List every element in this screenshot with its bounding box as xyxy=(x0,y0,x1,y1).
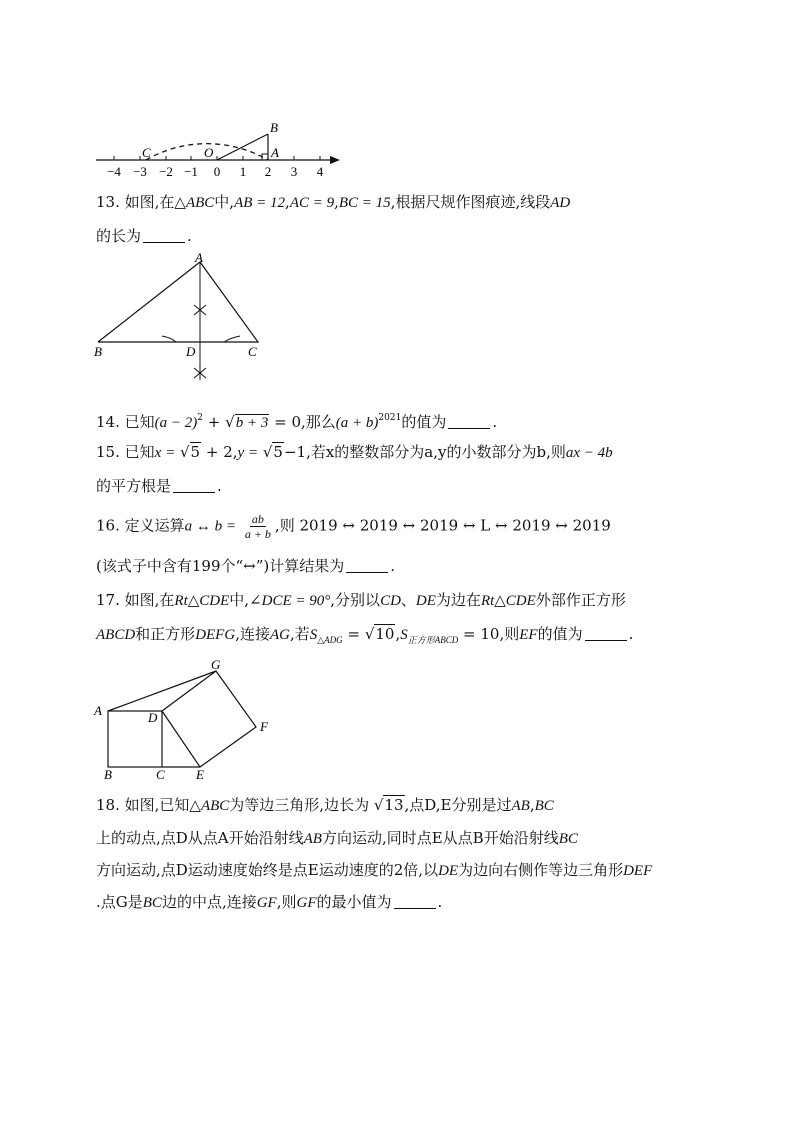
text: 如图,在 xyxy=(124,193,175,211)
q13-line2 xyxy=(96,226,192,246)
text: ,点D,E分别是过 xyxy=(404,796,512,814)
answer-blank[interactable] xyxy=(143,228,185,243)
text: . xyxy=(437,893,443,911)
math: 2 xyxy=(197,413,204,423)
segment-ag xyxy=(108,671,216,711)
math: + 2 xyxy=(205,443,233,461)
tick-label: 4 xyxy=(316,164,324,179)
math: ax − 4b xyxy=(565,445,613,461)
text: 中, xyxy=(214,193,235,211)
q18-line4 xyxy=(96,892,442,913)
point-label-a: A xyxy=(271,145,279,160)
math: DE xyxy=(438,863,459,879)
answer-blank[interactable] xyxy=(448,414,490,429)
text: , xyxy=(529,796,535,814)
text: ,根据尺规作图痕迹,线段 xyxy=(390,193,551,211)
math: 2021 xyxy=(378,413,402,423)
text: 已知 xyxy=(124,443,155,461)
label-a: A xyxy=(195,250,203,265)
radical-icon: √ xyxy=(364,625,375,643)
text: (该式子中含有199个“↔”)计算结果为 xyxy=(96,557,345,575)
math: b + 3 xyxy=(235,415,269,431)
math: AB xyxy=(511,798,530,814)
math: DE xyxy=(415,593,436,609)
q16-line2 xyxy=(96,556,395,576)
math: BC xyxy=(142,895,162,911)
math: y = xyxy=(237,445,259,461)
answer-blank[interactable] xyxy=(346,558,388,573)
math: S xyxy=(309,627,318,643)
text: . xyxy=(628,625,634,643)
text: 、 xyxy=(400,591,416,609)
math: GF xyxy=(256,895,277,911)
text: , xyxy=(232,443,238,461)
label-d: D xyxy=(148,710,158,725)
math: x = xyxy=(154,445,176,461)
math: = 10 xyxy=(463,625,500,643)
answer-blank[interactable] xyxy=(394,894,436,909)
math: 13 xyxy=(384,796,404,814)
question-number: 13. xyxy=(96,193,120,211)
math: AB = 12 xyxy=(234,195,286,211)
text: . xyxy=(217,477,222,495)
label-c: C xyxy=(156,767,165,782)
q18-line1 xyxy=(96,795,554,816)
math: BC xyxy=(534,798,554,814)
text: 方向运动,点D运动速度始终是点E运动速度的2倍,以 xyxy=(96,861,439,879)
tick-label: 2 xyxy=(264,164,272,179)
text: . xyxy=(390,557,396,575)
radical-icon: √ xyxy=(262,443,273,461)
text: 已知 xyxy=(124,413,155,431)
text: 的值为 xyxy=(537,625,583,643)
text: . xyxy=(492,413,498,431)
math: = 0 xyxy=(274,413,302,431)
math: EF xyxy=(519,627,538,643)
text: 外部作正方形 xyxy=(535,591,626,609)
math: (a + b) xyxy=(335,415,379,431)
q14-line xyxy=(96,408,497,433)
math: AG xyxy=(269,627,290,643)
math: DEFG xyxy=(195,627,236,643)
point-label-b: B xyxy=(270,120,278,135)
tick-label: −3 xyxy=(133,164,147,179)
math: △ADG xyxy=(317,635,343,645)
question-number: 17. xyxy=(96,591,120,609)
text: 和正方形 xyxy=(135,625,196,643)
math: −1 xyxy=(283,443,307,461)
text: ,分别以 xyxy=(330,591,381,609)
q17-figure xyxy=(90,655,290,785)
label-a: A xyxy=(94,703,102,718)
number-line-figure xyxy=(90,90,350,185)
math: 正方形ABCD xyxy=(407,635,459,645)
radical-icon: √ xyxy=(225,413,235,431)
math: 10 xyxy=(375,625,395,643)
q15-line1 xyxy=(96,442,613,463)
point-label-c: C xyxy=(142,145,151,160)
text: 的平方根是 xyxy=(96,477,172,495)
math: S xyxy=(400,627,408,643)
text: 的最小值为 xyxy=(316,893,392,911)
radical-icon: √ xyxy=(373,796,384,814)
text: 的值为 xyxy=(401,413,447,431)
tick-label: −1 xyxy=(184,164,198,179)
text: 定义运算 xyxy=(124,516,185,535)
math: = xyxy=(347,625,361,643)
text: .点G是 xyxy=(96,893,143,911)
question-number: 15. xyxy=(96,443,120,461)
question-number: 16. xyxy=(96,516,120,535)
fraction xyxy=(243,512,273,541)
math: AC = 9 xyxy=(289,195,335,211)
q13-line1: 13. 如图,在△ABC中,AB = 12,AC = 9,BC = 15,根据尺规作图痕迹,线段AD xyxy=(96,193,571,211)
math: 5 xyxy=(273,443,283,461)
label-e: E xyxy=(196,767,204,782)
text: ,那么 xyxy=(301,413,336,431)
math: AB xyxy=(303,831,322,847)
math: a ↔ b = xyxy=(184,518,237,535)
text: 为等边三角形,边长为 xyxy=(229,796,370,814)
text: ,若x的整数部分为a,y的小数部分为b,则 xyxy=(306,443,566,461)
label-b: B xyxy=(94,344,102,359)
text: ,连接 xyxy=(235,625,270,643)
axis-arrow-icon xyxy=(330,156,340,164)
label-d: D xyxy=(186,344,196,359)
label-b: B xyxy=(104,767,112,782)
numerator: ab xyxy=(251,512,264,526)
denominator: a + b xyxy=(244,527,271,541)
tick-label: 0 xyxy=(213,164,221,179)
math: GF xyxy=(296,895,317,911)
tick-label: −2 xyxy=(159,164,173,179)
question-number: 14. xyxy=(96,413,120,431)
label-c: C xyxy=(248,344,257,359)
text: ,则 xyxy=(499,625,520,643)
math: 5 xyxy=(190,443,201,461)
math: Rt△CDE xyxy=(480,593,536,609)
math: (a − 2) xyxy=(154,415,198,431)
text: 上的动点,点D从点A开始沿射线 xyxy=(96,829,304,847)
math: BC xyxy=(558,831,578,847)
text: ,则 xyxy=(276,893,297,911)
text: 中, xyxy=(229,591,250,609)
math: AD xyxy=(550,195,571,211)
text: 为边向右侧作等边三角形 xyxy=(458,861,624,879)
q17-line2: ABCD和正方形DEFG,连接AG,若$S_{\triangle ADG} = √10,S_{正方形ABCD} = 10$,则EF的值为 . xyxy=(96,625,634,645)
math: Rt△CDE xyxy=(174,593,230,609)
q17-line1 xyxy=(96,590,626,611)
answer-blank[interactable] xyxy=(585,626,627,641)
label-g: G xyxy=(211,657,221,672)
math: ∠DCE = 90° xyxy=(249,593,331,609)
point-label-o: O xyxy=(204,145,214,160)
text: 边的中点,连接 xyxy=(161,893,257,911)
text: ,若 xyxy=(289,625,310,643)
math: BC = 15 xyxy=(338,195,391,211)
text: 如图,在 xyxy=(124,591,175,609)
tick-label: 3 xyxy=(290,164,298,179)
q18-line3 xyxy=(96,860,652,881)
answer-blank[interactable] xyxy=(173,478,215,493)
math: DEF xyxy=(623,863,653,879)
triangle-abc xyxy=(98,262,258,342)
tick-label: 1 xyxy=(239,164,247,179)
text: 如图,已知 xyxy=(124,796,190,814)
text: ,则 2019 ↔ 2019 ↔ 2019 ↔ L ↔ 2019 ↔ 2019 xyxy=(274,516,611,535)
math: ABCD xyxy=(96,627,136,643)
math: △ABC xyxy=(189,798,230,814)
question-number: 18. xyxy=(96,796,120,814)
tick-label: −4 xyxy=(107,164,121,179)
text: 方向运动,同时点E从点B开始沿射线 xyxy=(321,829,559,847)
q13-figure xyxy=(90,250,270,390)
radical-icon: √ xyxy=(179,443,190,461)
math: + xyxy=(207,413,221,431)
math: △ABC xyxy=(174,195,215,211)
text: 的长为 xyxy=(96,227,142,245)
q18-line2 xyxy=(96,828,578,849)
label-f: F xyxy=(260,719,268,734)
q16-line1 xyxy=(96,512,611,541)
text: 为边在 xyxy=(435,591,481,609)
math: CD xyxy=(380,593,401,609)
q15-line2 xyxy=(96,476,222,496)
text: . xyxy=(187,227,192,245)
